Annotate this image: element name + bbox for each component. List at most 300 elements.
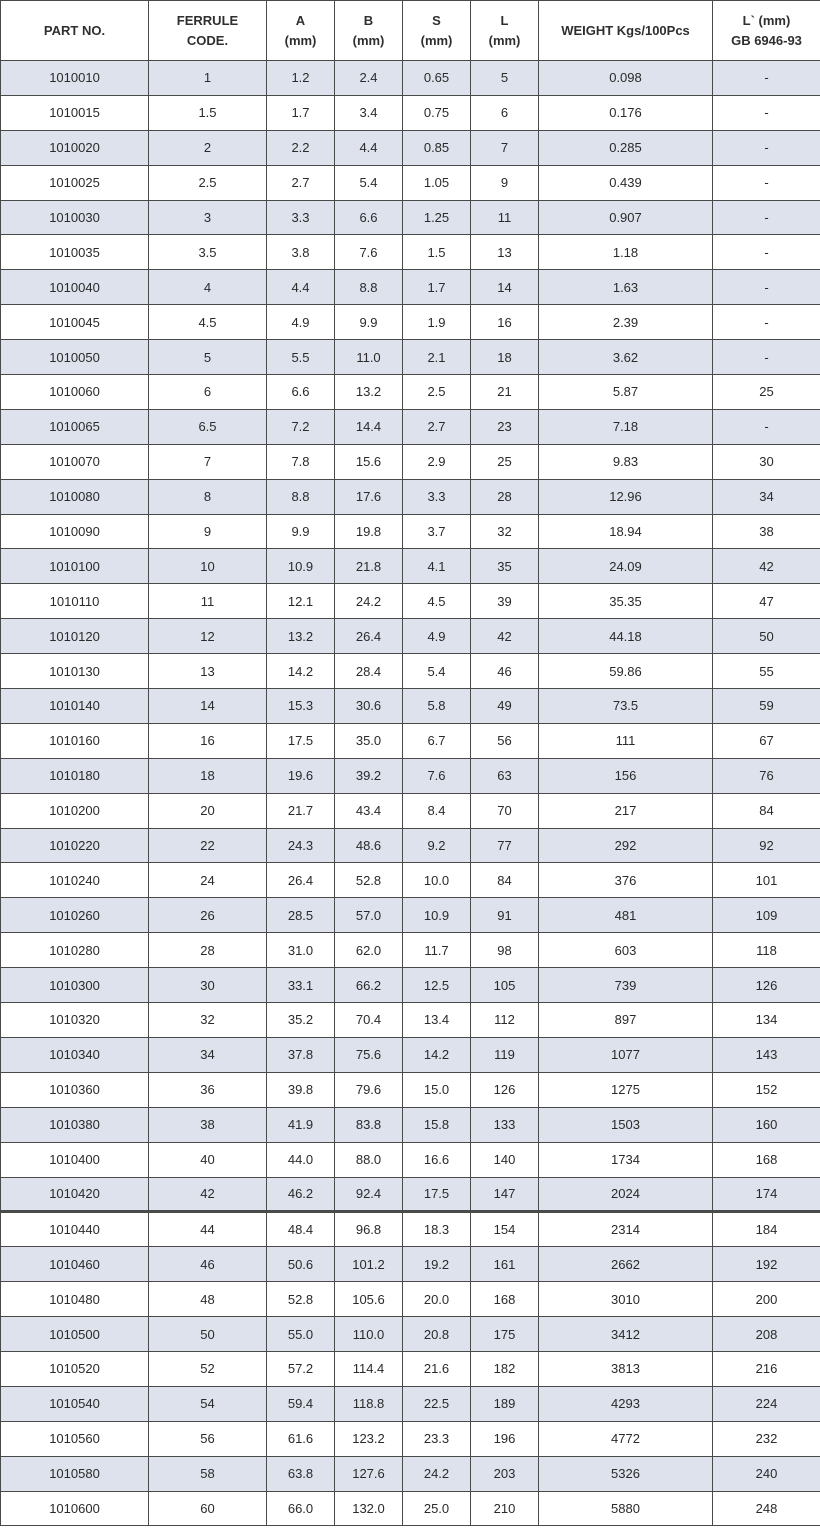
cell-l-prime: -: [713, 305, 820, 340]
cell-l-prime: -: [713, 270, 820, 305]
cell-s: 12.5: [403, 968, 471, 1003]
cell-l: 84: [471, 863, 539, 898]
cell-a: 6.6: [267, 375, 335, 410]
cell-a: 59.4: [267, 1386, 335, 1421]
cell-l: 154: [471, 1212, 539, 1247]
cell-b: 118.8: [335, 1386, 403, 1421]
cell-l-prime: 92: [713, 828, 820, 863]
table-row: [1, 165, 820, 200]
cell-l: 182: [471, 1351, 539, 1386]
cell-b: 92.4: [335, 1177, 403, 1212]
cell-part-no: 1010280: [1, 933, 149, 968]
table-row: [1, 1037, 820, 1072]
cell-ferrule-code: 60: [149, 1491, 267, 1526]
cell-l: 133: [471, 1107, 539, 1142]
cell-part-no: 1010440: [1, 1212, 149, 1247]
cell-part-no: 1010020: [1, 130, 149, 165]
cell-s: 15.0: [403, 1072, 471, 1107]
cell-l: 39: [471, 584, 539, 619]
cell-s: 22.5: [403, 1386, 471, 1421]
cell-weight: 1.63: [539, 270, 713, 305]
cell-ferrule-code: 1: [149, 61, 267, 96]
table-row: [1, 1282, 820, 1317]
cell-weight: 292: [539, 828, 713, 863]
cell-s: 2.1: [403, 340, 471, 375]
cell-l-prime: 25: [713, 375, 820, 410]
cell-a: 4.4: [267, 270, 335, 305]
cell-weight: 4293: [539, 1386, 713, 1421]
cell-b: 11.0: [335, 340, 403, 375]
cell-a: 12.1: [267, 584, 335, 619]
cell-a: 48.4: [267, 1212, 335, 1247]
cell-l-prime: 109: [713, 898, 820, 933]
cell-b: 3.4: [335, 95, 403, 130]
cell-l: 105: [471, 968, 539, 1003]
table-row: [1, 1003, 820, 1038]
cell-weight: 603: [539, 933, 713, 968]
cell-ferrule-code: 24: [149, 863, 267, 898]
cell-weight: 1503: [539, 1107, 713, 1142]
cell-ferrule-code: 6: [149, 375, 267, 410]
header-part-no: [1, 1, 149, 61]
cell-l-prime: 208: [713, 1317, 820, 1352]
cell-l: 13: [471, 235, 539, 270]
cell-b: 123.2: [335, 1421, 403, 1456]
cell-weight: 2024: [539, 1177, 713, 1212]
cell-b: 88.0: [335, 1142, 403, 1177]
cell-weight: 1.18: [539, 235, 713, 270]
cell-part-no: 1010400: [1, 1142, 149, 1177]
cell-weight: 2.39: [539, 305, 713, 340]
cell-s: 0.65: [403, 61, 471, 96]
cell-l: 98: [471, 933, 539, 968]
table-row: [1, 1072, 820, 1107]
table-row: [1, 305, 820, 340]
cell-l-prime: -: [713, 200, 820, 235]
cell-part-no: 1010200: [1, 793, 149, 828]
cell-l: 16: [471, 305, 539, 340]
cell-weight: 18.94: [539, 514, 713, 549]
cell-l-prime: -: [713, 235, 820, 270]
cell-l: 112: [471, 1003, 539, 1038]
cell-l-prime: 184: [713, 1212, 820, 1247]
cell-b: 28.4: [335, 654, 403, 689]
cell-part-no: 1010320: [1, 1003, 149, 1038]
cell-s: 4.1: [403, 549, 471, 584]
cell-weight: 5880: [539, 1491, 713, 1526]
cell-l: 203: [471, 1456, 539, 1491]
cell-b: 39.2: [335, 758, 403, 793]
cell-s: 8.4: [403, 793, 471, 828]
header-a-line2: (mm): [284, 32, 317, 48]
cell-l-prime: 55: [713, 654, 820, 689]
cell-l-prime: 248: [713, 1491, 820, 1526]
cell-part-no: 1010025: [1, 165, 149, 200]
cell-b: 26.4: [335, 619, 403, 654]
cell-b: 79.6: [335, 1072, 403, 1107]
cell-s: 11.7: [403, 933, 471, 968]
cell-b: 6.6: [335, 200, 403, 235]
cell-part-no: 1010500: [1, 1317, 149, 1352]
cell-weight: 9.83: [539, 444, 713, 479]
header-a: [267, 1, 335, 61]
cell-b: 43.4: [335, 793, 403, 828]
table-row: [1, 130, 820, 165]
cell-l-prime: 84: [713, 793, 820, 828]
cell-ferrule-code: 48: [149, 1282, 267, 1317]
cell-ferrule-code: 1.5: [149, 95, 267, 130]
cell-l-prime: 134: [713, 1003, 820, 1038]
cell-l: 23: [471, 409, 539, 444]
cell-weight: 3412: [539, 1317, 713, 1352]
cell-s: 18.3: [403, 1212, 471, 1247]
cell-a: 44.0: [267, 1142, 335, 1177]
cell-ferrule-code: 18: [149, 758, 267, 793]
cell-weight: 5326: [539, 1456, 713, 1491]
cell-l: 5: [471, 61, 539, 96]
cell-ferrule-code: 7: [149, 444, 267, 479]
cell-l: 63: [471, 758, 539, 793]
cell-a: 24.3: [267, 828, 335, 863]
cell-l: 189: [471, 1386, 539, 1421]
cell-weight: 0.098: [539, 61, 713, 96]
cell-b: 105.6: [335, 1282, 403, 1317]
cell-s: 1.25: [403, 200, 471, 235]
cell-s: 20.8: [403, 1317, 471, 1352]
cell-a: 4.9: [267, 305, 335, 340]
cell-l-prime: 192: [713, 1247, 820, 1282]
cell-l: 70: [471, 793, 539, 828]
cell-l-prime: 152: [713, 1072, 820, 1107]
cell-part-no: 1010560: [1, 1421, 149, 1456]
cell-l-prime: 38: [713, 514, 820, 549]
cell-l-prime: 174: [713, 1177, 820, 1212]
cell-ferrule-code: 8: [149, 479, 267, 514]
cell-a: 19.6: [267, 758, 335, 793]
cell-weight: 0.439: [539, 165, 713, 200]
cell-weight: 7.18: [539, 409, 713, 444]
header-l-prime-line1: L` (mm): [742, 12, 791, 28]
table-row: [1, 793, 820, 828]
table-row: [1, 1456, 820, 1491]
header-s-line1: S: [432, 12, 441, 28]
header-ferrule-code-line2: CODE.: [186, 32, 229, 48]
cell-part-no: 1010040: [1, 270, 149, 305]
cell-l-prime: -: [713, 340, 820, 375]
table-row: [1, 898, 820, 933]
cell-weight: 1077: [539, 1037, 713, 1072]
cell-a: 31.0: [267, 933, 335, 968]
cell-a: 37.8: [267, 1037, 335, 1072]
cell-l-prime: -: [713, 165, 820, 200]
cell-a: 46.2: [267, 1177, 335, 1212]
cell-l: 42: [471, 619, 539, 654]
cell-s: 4.9: [403, 619, 471, 654]
table-row: [1, 61, 820, 96]
table-row: [1, 444, 820, 479]
cell-b: 35.0: [335, 723, 403, 758]
cell-l-prime: 216: [713, 1351, 820, 1386]
cell-l-prime: -: [713, 130, 820, 165]
cell-part-no: 1010380: [1, 1107, 149, 1142]
table-row: [1, 549, 820, 584]
cell-s: 23.3: [403, 1421, 471, 1456]
cell-l: 7: [471, 130, 539, 165]
cell-weight: 3.62: [539, 340, 713, 375]
cell-weight: 2314: [539, 1212, 713, 1247]
cell-s: 9.2: [403, 828, 471, 863]
cell-a: 8.8: [267, 479, 335, 514]
cell-weight: 3813: [539, 1351, 713, 1386]
cell-s: 17.5: [403, 1177, 471, 1212]
cell-ferrule-code: 6.5: [149, 409, 267, 444]
cell-part-no: 1010065: [1, 409, 149, 444]
cell-ferrule-code: 30: [149, 968, 267, 1003]
cell-l: 21: [471, 375, 539, 410]
table-header: [1, 1, 820, 61]
cell-ferrule-code: 2.5: [149, 165, 267, 200]
cell-a: 39.8: [267, 1072, 335, 1107]
cell-a: 55.0: [267, 1317, 335, 1352]
cell-b: 48.6: [335, 828, 403, 863]
cell-ferrule-code: 5: [149, 340, 267, 375]
cell-b: 21.8: [335, 549, 403, 584]
header-weight: [539, 1, 713, 61]
cell-weight: 3010: [539, 1282, 713, 1317]
table-row: [1, 619, 820, 654]
cell-part-no: 1010045: [1, 305, 149, 340]
cell-ferrule-code: 54: [149, 1386, 267, 1421]
table-row: [1, 270, 820, 305]
cell-l-prime: 47: [713, 584, 820, 619]
cell-l: 175: [471, 1317, 539, 1352]
cell-part-no: 1010035: [1, 235, 149, 270]
cell-a: 14.2: [267, 654, 335, 689]
header-s-line2: (mm): [420, 32, 453, 48]
cell-ferrule-code: 3.5: [149, 235, 267, 270]
cell-a: 1.2: [267, 61, 335, 96]
cell-part-no: 1010030: [1, 200, 149, 235]
cell-ferrule-code: 50: [149, 1317, 267, 1352]
cell-part-no: 1010460: [1, 1247, 149, 1282]
cell-s: 2.5: [403, 375, 471, 410]
cell-b: 4.4: [335, 130, 403, 165]
table-row: [1, 758, 820, 793]
header-l-line1: L: [500, 12, 509, 28]
cell-ferrule-code: 34: [149, 1037, 267, 1072]
table-row: [1, 479, 820, 514]
cell-b: 5.4: [335, 165, 403, 200]
cell-ferrule-code: 12: [149, 619, 267, 654]
header-l: [471, 1, 539, 61]
cell-part-no: 1010015: [1, 95, 149, 130]
table-row: [1, 723, 820, 758]
cell-ferrule-code: 40: [149, 1142, 267, 1177]
table-row: [1, 1142, 820, 1177]
table-row: [1, 863, 820, 898]
table-row: [1, 933, 820, 968]
cell-weight: 59.86: [539, 654, 713, 689]
cell-part-no: 1010090: [1, 514, 149, 549]
cell-l: 196: [471, 1421, 539, 1456]
cell-ferrule-code: 13: [149, 654, 267, 689]
cell-part-no: 1010220: [1, 828, 149, 863]
cell-weight: 5.87: [539, 375, 713, 410]
cell-part-no: 1010120: [1, 619, 149, 654]
cell-s: 3.7: [403, 514, 471, 549]
cell-b: 83.8: [335, 1107, 403, 1142]
table-row: [1, 1317, 820, 1352]
cell-l-prime: 67: [713, 723, 820, 758]
cell-part-no: 1010070: [1, 444, 149, 479]
cell-ferrule-code: 10: [149, 549, 267, 584]
table-row: [1, 1107, 820, 1142]
cell-a: 50.6: [267, 1247, 335, 1282]
cell-part-no: 1010160: [1, 723, 149, 758]
cell-ferrule-code: 52: [149, 1351, 267, 1386]
cell-ferrule-code: 9: [149, 514, 267, 549]
cell-l: 91: [471, 898, 539, 933]
cell-b: 75.6: [335, 1037, 403, 1072]
cell-ferrule-code: 28: [149, 933, 267, 968]
table-row: [1, 584, 820, 619]
cell-l: 9: [471, 165, 539, 200]
cell-b: 9.9: [335, 305, 403, 340]
cell-a: 5.5: [267, 340, 335, 375]
cell-b: 52.8: [335, 863, 403, 898]
header-b-line1: B: [363, 12, 374, 28]
cell-s: 1.05: [403, 165, 471, 200]
cell-b: 30.6: [335, 689, 403, 724]
cell-l: 126: [471, 1072, 539, 1107]
header-row: [1, 1, 820, 61]
cell-l-prime: -: [713, 95, 820, 130]
cell-l: 147: [471, 1177, 539, 1212]
cell-a: 15.3: [267, 689, 335, 724]
cell-a: 1.7: [267, 95, 335, 130]
cell-s: 7.6: [403, 758, 471, 793]
cell-l: 56: [471, 723, 539, 758]
table-row: [1, 409, 820, 444]
cell-a: 17.5: [267, 723, 335, 758]
cell-s: 5.8: [403, 689, 471, 724]
cell-l: 11: [471, 200, 539, 235]
header-b-line2: (mm): [352, 32, 385, 48]
cell-l-prime: 34: [713, 479, 820, 514]
cell-s: 19.2: [403, 1247, 471, 1282]
cell-ferrule-code: 56: [149, 1421, 267, 1456]
cell-weight: 24.09: [539, 549, 713, 584]
cell-a: 26.4: [267, 863, 335, 898]
cell-l-prime: -: [713, 61, 820, 96]
cell-l: 168: [471, 1282, 539, 1317]
cell-ferrule-code: 4: [149, 270, 267, 305]
cell-weight: 1275: [539, 1072, 713, 1107]
cell-b: 19.8: [335, 514, 403, 549]
cell-l: 161: [471, 1247, 539, 1282]
cell-b: 57.0: [335, 898, 403, 933]
header-part-no-label: PART NO.: [43, 22, 106, 38]
cell-b: 127.6: [335, 1456, 403, 1491]
cell-b: 24.2: [335, 584, 403, 619]
table-row: [1, 200, 820, 235]
cell-a: 61.6: [267, 1421, 335, 1456]
cell-a: 52.8: [267, 1282, 335, 1317]
cell-l-prime: 118: [713, 933, 820, 968]
cell-s: 1.7: [403, 270, 471, 305]
cell-a: 7.8: [267, 444, 335, 479]
cell-l-prime: 160: [713, 1107, 820, 1142]
cell-part-no: 1010130: [1, 654, 149, 689]
cell-s: 16.6: [403, 1142, 471, 1177]
header-l-line2: (mm): [488, 32, 521, 48]
table-row: [1, 1212, 820, 1247]
cell-l-prime: 42: [713, 549, 820, 584]
cell-ferrule-code: 38: [149, 1107, 267, 1142]
table-row: [1, 689, 820, 724]
cell-l-prime: 50: [713, 619, 820, 654]
cell-ferrule-code: 11: [149, 584, 267, 619]
cell-l-prime: 224: [713, 1386, 820, 1421]
cell-weight: 0.907: [539, 200, 713, 235]
cell-part-no: 1010010: [1, 61, 149, 96]
table-row: [1, 514, 820, 549]
table-row: [1, 375, 820, 410]
cell-b: 14.4: [335, 409, 403, 444]
cell-b: 2.4: [335, 61, 403, 96]
cell-l: 210: [471, 1491, 539, 1526]
cell-s: 4.5: [403, 584, 471, 619]
table-row: [1, 95, 820, 130]
cell-l-prime: 200: [713, 1282, 820, 1317]
cell-a: 2.7: [267, 165, 335, 200]
cell-s: 13.4: [403, 1003, 471, 1038]
cell-ferrule-code: 36: [149, 1072, 267, 1107]
header-ferrule-code-line1: FERRULE: [176, 12, 239, 28]
cell-b: 66.2: [335, 968, 403, 1003]
cell-part-no: 1010140: [1, 689, 149, 724]
cell-ferrule-code: 42: [149, 1177, 267, 1212]
cell-b: 62.0: [335, 933, 403, 968]
cell-weight: 0.176: [539, 95, 713, 130]
cell-l: 77: [471, 828, 539, 863]
table-row: [1, 1247, 820, 1282]
table-row: [1, 1386, 820, 1421]
cell-l: 18: [471, 340, 539, 375]
cell-part-no: 1010420: [1, 1177, 149, 1212]
cell-s: 2.9: [403, 444, 471, 479]
cell-weight: 897: [539, 1003, 713, 1038]
table-row: [1, 1177, 820, 1212]
cell-b: 8.8: [335, 270, 403, 305]
cell-s: 1.5: [403, 235, 471, 270]
cell-s: 3.3: [403, 479, 471, 514]
cell-weight: 156: [539, 758, 713, 793]
cell-s: 24.2: [403, 1456, 471, 1491]
cell-weight: 111: [539, 723, 713, 758]
cell-l: 14: [471, 270, 539, 305]
cell-a: 13.2: [267, 619, 335, 654]
cell-s: 10.0: [403, 863, 471, 898]
cell-weight: 35.35: [539, 584, 713, 619]
cell-l-prime: 59: [713, 689, 820, 724]
cell-s: 1.9: [403, 305, 471, 340]
cell-part-no: 1010060: [1, 375, 149, 410]
cell-a: 33.1: [267, 968, 335, 1003]
cell-a: 3.3: [267, 200, 335, 235]
cell-l-prime: 143: [713, 1037, 820, 1072]
cell-ferrule-code: 14: [149, 689, 267, 724]
